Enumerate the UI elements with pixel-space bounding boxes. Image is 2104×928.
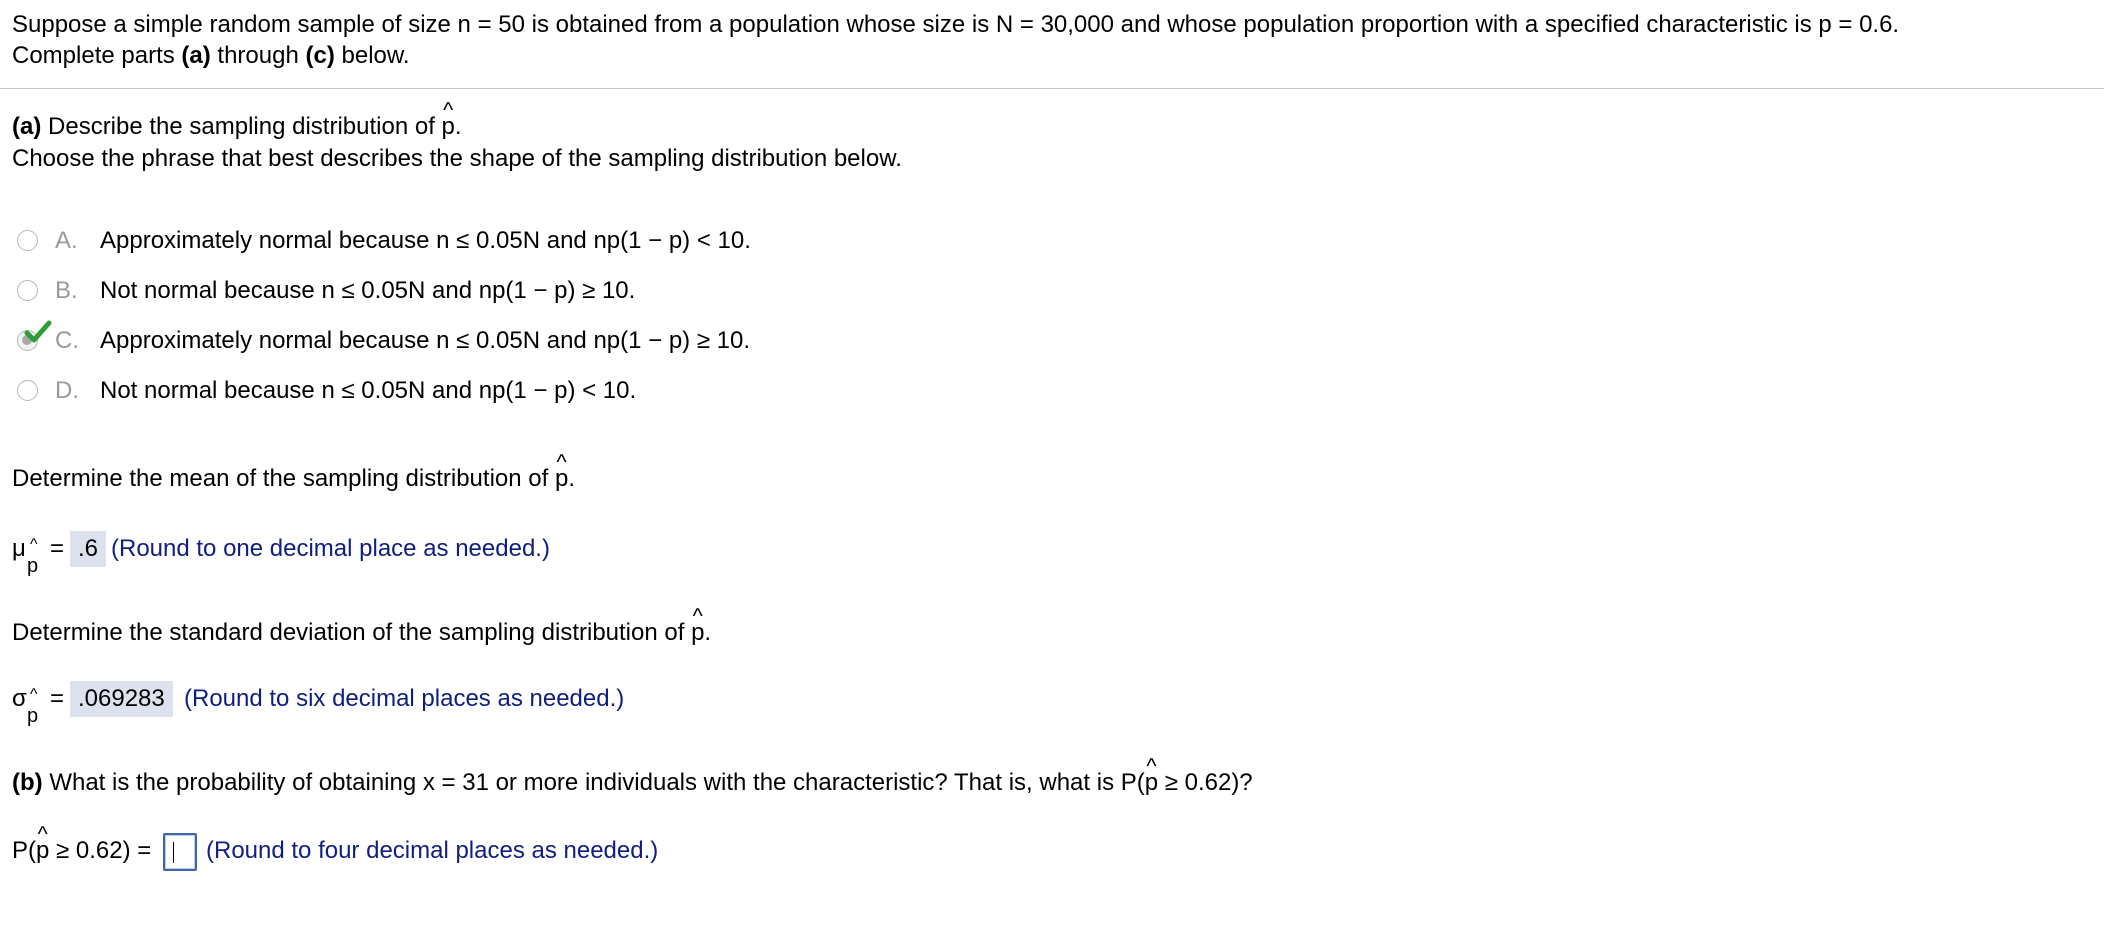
option-d-text: Not normal because n ≤ 0.05N and np(1 − p) < 10. bbox=[100, 377, 637, 404]
mean-hat-mark: ^ bbox=[30, 536, 38, 553]
part-b-question-end: ≥ 0.62)? bbox=[1158, 769, 1253, 796]
radio-option-d[interactable] bbox=[17, 380, 38, 401]
instructions-text: Complete parts bbox=[12, 42, 182, 69]
sd-symbol: σ bbox=[12, 685, 27, 712]
option-c-letter: C. bbox=[55, 327, 79, 354]
sd-prompt bbox=[12, 618, 711, 648]
part-b-question bbox=[12, 768, 1253, 798]
mean-equals: = bbox=[50, 535, 65, 562]
p-hat-symbol: ^ p bbox=[1145, 768, 1158, 798]
mean-prompt-text: Determine the mean of the sampling distribution of bbox=[12, 465, 555, 492]
part-a-ref: (a) bbox=[181, 42, 211, 69]
option-d-letter: D. bbox=[55, 377, 79, 404]
part-b-label: (b) bbox=[12, 769, 43, 796]
sd-round-hint: (Round to six decimal places as needed.) bbox=[184, 685, 625, 712]
instructions-text-end: below. bbox=[334, 42, 410, 69]
mean-prompt bbox=[12, 464, 575, 494]
prob-open: P( bbox=[12, 837, 36, 864]
radio-option-a[interactable] bbox=[17, 230, 38, 251]
sd-hat-mark: ^ bbox=[30, 686, 38, 703]
part-a-heading bbox=[12, 112, 462, 142]
problem-line-1: Suppose a simple random sample of size n = 50 is obtained from a population whose size is N = 30,000 and whose population proportion with a specified characteristic is p = 0.6. bbox=[12, 11, 1900, 38]
option-a-letter: A. bbox=[55, 227, 78, 254]
part-b-answer-label bbox=[12, 836, 151, 866]
mean-subscript-p: p bbox=[27, 555, 39, 577]
probability-input[interactable] bbox=[163, 833, 197, 871]
section-divider bbox=[0, 88, 2104, 89]
mean-symbol: μ bbox=[12, 535, 26, 562]
mean-prompt-period: . bbox=[568, 465, 575, 492]
mean-answer-field[interactable]: .6 bbox=[70, 531, 106, 567]
prob-close: ≥ 0.62) = bbox=[49, 837, 152, 864]
part-b-question-text: What is the probability of obtaining x = 31 or more individuals with the characteristic? That is, what is P( bbox=[42, 769, 1145, 796]
option-b-text: Not normal because n ≤ 0.05N and np(1 − p) ≥ 10. bbox=[100, 277, 636, 304]
probability-round-hint: (Round to four decimal places as needed.) bbox=[206, 837, 659, 864]
heading-period: . bbox=[454, 113, 462, 140]
p-hat-symbol: ^ p bbox=[555, 464, 568, 494]
text-caret bbox=[173, 842, 174, 863]
problem-instructions bbox=[12, 41, 410, 71]
part-a-heading-text: Describe the sampling distribution of bbox=[41, 113, 442, 140]
sd-prompt-text: Determine the standard deviation of the sampling distribution of bbox=[12, 619, 692, 646]
part-a-instruction: Choose the phrase that best describes the shape of the sampling distribution below. bbox=[12, 145, 902, 172]
p-hat-symbol: ^ p bbox=[442, 112, 455, 142]
option-a-text: Approximately normal because n ≤ 0.05N and np(1 − p) < 10. bbox=[100, 227, 751, 254]
sd-equals: = bbox=[50, 685, 65, 712]
radio-option-b[interactable] bbox=[17, 280, 38, 301]
problem-statement bbox=[12, 10, 1899, 40]
part-c-ref: (c) bbox=[305, 42, 335, 69]
p-hat-symbol: ^ p bbox=[36, 836, 49, 866]
p-hat-symbol: ^ p bbox=[691, 618, 704, 648]
sd-answer-field[interactable]: .069283 bbox=[70, 681, 173, 717]
part-a-label: (a) bbox=[12, 113, 42, 140]
instructions-text-mid: through bbox=[210, 42, 306, 69]
sd-prompt-period: . bbox=[704, 619, 712, 646]
mean-round-hint: (Round to one decimal place as needed.) bbox=[111, 535, 550, 562]
option-c-text: Approximately normal because n ≤ 0.05N and np(1 − p) ≥ 10. bbox=[100, 327, 751, 354]
option-b-letter: B. bbox=[55, 277, 78, 304]
correct-check-icon bbox=[24, 320, 52, 344]
sd-subscript-p: p bbox=[27, 705, 39, 727]
